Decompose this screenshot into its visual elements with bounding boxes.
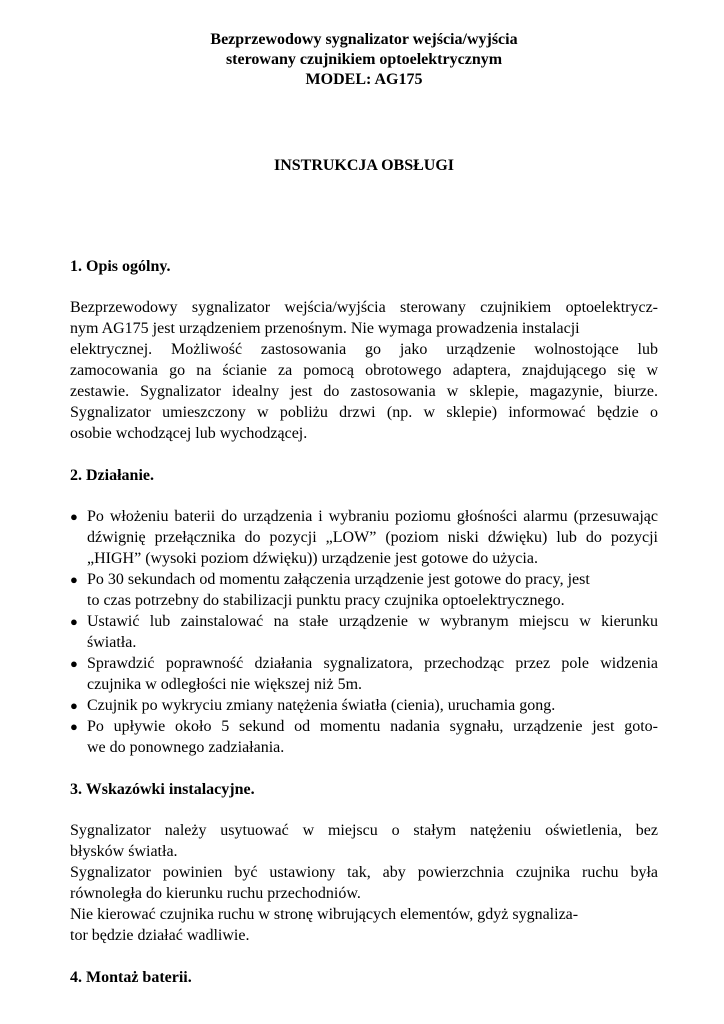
list-item (70, 506, 658, 569)
list-item (70, 569, 658, 611)
list-item-line: Po upływie około 5 sekund od momentu nadania sygnału, urządzenie jest goto- (87, 718, 658, 735)
list-item (70, 653, 658, 695)
section-4-heading: 4. Montaż baterii. (70, 969, 192, 986)
document-subtitle: INSTRUKCJA OBSŁUGI (273, 157, 455, 174)
bullet-icon: ● (70, 656, 78, 671)
document-page (70, 30, 658, 988)
section-2-heading: 2. Działanie. (70, 467, 154, 484)
bullet-icon: ● (70, 572, 78, 587)
list-item-line: Czujnik po wykryciu zmiany natężenia światła (cienia), uruchamia gong. (87, 697, 556, 714)
document-title (70, 30, 658, 90)
paragraph-line: Nie kierować czujnika ruchu w stronę wibrujących elementów, gdyż sygnaliza- (70, 906, 579, 923)
list-item-line: dźwignię przełącznika do pozycji „LOW” (poziom niski dźwięku) lub do pozycji (87, 529, 658, 546)
paragraph-line: Sygnalizator powinien być ustawiony tak, aby powierzchnia czujnika ruchu była (70, 864, 658, 881)
section-3-paragraph (70, 820, 658, 946)
bullet-icon: ● (70, 509, 78, 524)
list-item-line: światła. (87, 634, 137, 651)
list-item-line: to czas potrzebny do stabilizacji punktu pracy czujnika optoelektrycznego. (87, 592, 565, 609)
list-item (70, 611, 658, 653)
bullet-icon: ● (70, 698, 78, 713)
title-line-2: sterowany czujnikiem optoelektrycznym (225, 51, 503, 68)
section-2-bullet-list (70, 506, 658, 758)
section-3-heading: 3. Wskazówki instalacyjne. (70, 781, 255, 798)
list-item-line: Sprawdzić poprawność działania sygnalizatora, przechodząc przez pole widzenia (87, 655, 658, 672)
paragraph-line: błysków światła. (70, 843, 178, 860)
paragraph-line: osobie wchodzącej lub wychodzącej. (70, 425, 308, 442)
bullet-icon: ● (70, 614, 78, 629)
title-line-1: Bezprzewodowy sygnalizator wejścia/wyjścia (210, 31, 518, 48)
paragraph-line: równoległa do kierunku ruchu przechodniów. (70, 885, 361, 902)
list-item (70, 695, 658, 716)
paragraph-line: tor będzie działać wadliwie. (70, 927, 250, 944)
bullet-icon: ● (70, 719, 78, 734)
list-item (70, 716, 658, 758)
list-item-line: Po 30 sekundach od momentu załączenia urządzenie jest gotowe do pracy, jest (87, 571, 590, 588)
paragraph-line: zestawie. Sygnalizator idealny jest do zastosowania w sklepie, magazynie, biurze. (70, 383, 658, 400)
list-item-line: we do ponownego zadziałania. (87, 739, 285, 756)
section-1-paragraph (70, 297, 658, 444)
paragraph-line: Bezprzewodowy sygnalizator wejścia/wyjścia sterowany czujnikiem optoelektrycz- (70, 299, 658, 316)
list-item-line: „HIGH” (wysoki poziom dźwięku)) urządzenie jest gotowe do użycia. (87, 550, 538, 567)
list-item-line: Po włożeniu baterii do urządzenia i wybraniu poziomu głośności alarmu (przesuwając (87, 508, 658, 525)
section-1-heading: 1. Opis ogólny. (70, 258, 171, 275)
paragraph-line: Sygnalizator należy usytuować w miejscu o stałym natężeniu oświetlenia, bez (70, 822, 658, 839)
list-item-line: czujnika w odległości nie większej niż 5m. (87, 676, 363, 693)
list-item-line: Ustawić lub zainstalować na stałe urządzenie w wybranym miejscu w kierunku (87, 613, 658, 630)
paragraph-line: elektrycznej. Możliwość zastosowania go jako urządzenie wolnostojące lub (70, 341, 658, 358)
title-line-3: MODEL: AG175 (305, 71, 423, 88)
paragraph-line: zamocowania go na ścianie za pomocą obrotowego adaptera, znajdującego się w (70, 362, 658, 379)
paragraph-line: nym AG175 jest urządzeniem przenośnym. Nie wymaga prowadzenia instalacji (70, 320, 580, 337)
paragraph-line: Sygnalizator umieszczony w pobliżu drzwi (np. w sklepie) informować będzie o (70, 404, 658, 421)
